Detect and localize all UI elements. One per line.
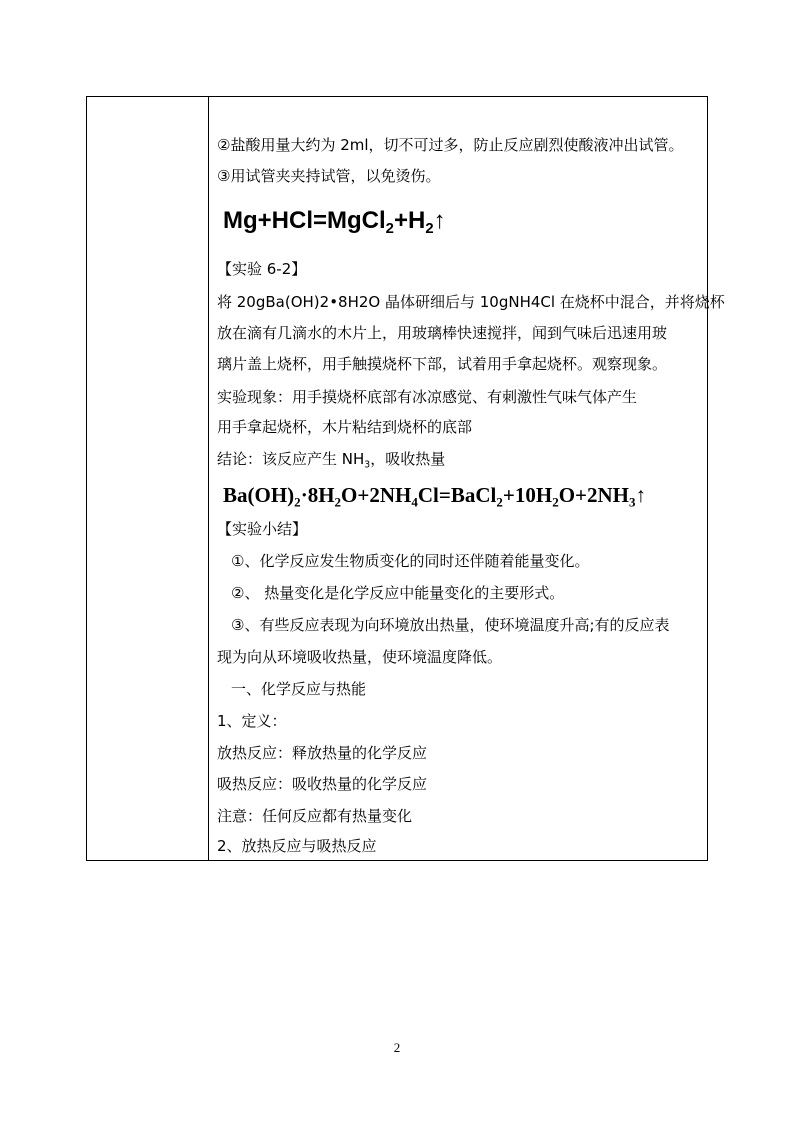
note-line: 注意：任何反应都有热量变化 [217,807,413,825]
definition-heading: 1、定义： [217,712,287,730]
section-heading: 一、化学反应与热能 [231,680,367,698]
summary-item-1: ①、化学反应发生物质变化的同时还伴随着能量变化。 [231,552,590,570]
subsection-heading: 2、放热反应与吸热反应 [217,837,377,855]
page-number: 2 [393,1040,401,1055]
equation-baoh2-nh4cl: $Ba(OH)_2\cdot 8H_2O+2NH_4Cl=BaCl_2+10H_2O+2NH_3↑$ [223,483,647,510]
gas-arrow-icon: ↑ [635,483,647,507]
conclusion-line: 结论：该反应产生 $NH_3$，吸收热量 [217,450,446,471]
experiment-heading: 【实验 6-2】 [217,260,307,278]
procedure-line-3: 璃片盖上烧杯，用手触摸烧杯下部，试着用手拿起烧杯。观察现象。 [217,355,668,373]
content-table [86,96,725,861]
procedure-line-1: 将 20gBa(OH)2•8H2O 晶体研细后与 10gNH4Cl 在烧杯中混合，并将烧杯 [217,293,725,311]
note-line-2: ②盐酸用量大约为 2ml，切不可过多，防止反应剧烈使酸液冲出试管。 [217,136,684,154]
equation-mg-hcl: $Mg+HCl=MgCl_2+H_2↑$ [223,207,446,238]
summary-item-2: ②、 热量变化是化学反应中能量变化的主要形式。 [231,584,565,602]
phenomenon-line-1: 实验现象：用手摸烧杯底部有冰凉感觉、有刺激性气味气体产生 [217,388,638,406]
summary-heading: 【实验小结】 [217,520,308,538]
column-divider [208,97,209,860]
note-line-3: ③用试管夹夹持试管，以免烫伤。 [217,167,441,185]
exothermic-definition: 放热反应：释放热量的化学反应 [217,744,428,762]
gas-arrow-icon: ↑ [433,207,446,234]
summary-item-3-line-2: 现为向从环境吸收热量，使环境温度降低。 [217,648,503,666]
phenomenon-line-2: 用手拿起烧杯，木片粘结到烧杯的底部 [217,418,473,436]
summary-item-3-line-1: ③、有些反应表现为向环境放出热量，使环境温度升高;有的反应表 [231,616,670,634]
table-content-cell [217,97,725,860]
procedure-line-2: 放在滴有几滴水的木片上，用玻璃棒快速搅拌，闻到气味后迅速用玻 [217,324,668,342]
endothermic-definition: 吸热反应：吸收热量的化学反应 [217,775,428,793]
